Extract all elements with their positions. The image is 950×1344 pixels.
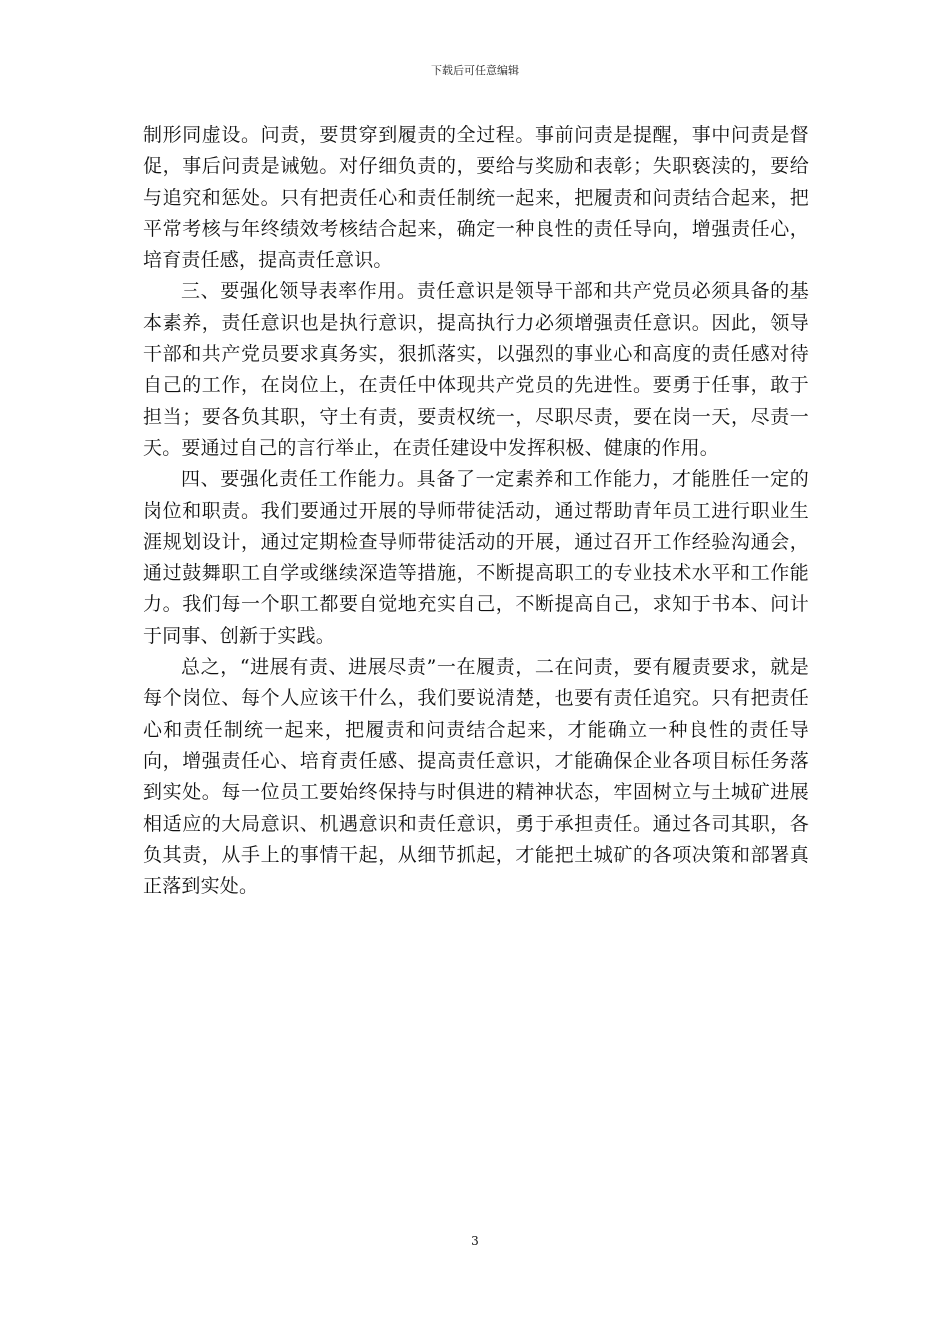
document-body: [143, 120, 809, 902]
paragraph-conclusion: 总之，“进展有责、进展尽责”一在履责，二在问责，要有履责要求，就是每个岗位、每个人应该干什么，我们要说清楚，也要有责任追究。只有把责任心和责任制统一起来，把履责和问责结合起来，才能确立一种良性的责任导向，增强责任心、培育责任感、提高责任意识，才能确保企业各项目标任务落到实处。每一位员工要始终保持与时俱进的精神状态，牢固树立与土城矿进展相适应的大局意识、机遇意识和责任意识，勇于承担责任。通过各司其职，各负其责，从手上的事情干起，从细节抓起，才能把土城矿的各项决策和部署真正落到实处。: [143, 656, 809, 898]
page-header: 下载后可任意编辑: [431, 64, 519, 77]
page-number: 3: [471, 1234, 479, 1248]
paragraph-ability: 四、要强化责任工作能力。具备了一定素养和工作能力，才能胜任一定的岗位和职责。我们要通过开展的导师带徒活动，通过帮助青年员工进行职业生涯规划设计，通过定期检查导师带徒活动的开展，通过召开工作经验沟通会，通过鼓舞职工自学或继续深造等措施，不断提高职工的专业技术水平和工作能力。我们每一个职工都要自觉地充实自己，不断提高自己，求知于书本、问计于同事、创新于实践。: [143, 468, 809, 647]
paragraph-leadership: 三、要强化领导表率作用。责任意识是领导干部和共产党员必须具备的基本素养，责任意识也是执行意识，提高执行力必须增强责任意识。因此，领导干部和共产党员要求真务实，狠抓落实，以强烈的事业心和高度的责任感对待自己的工作，在岗位上，在责任中体现共产党员的先进性。要勇于任事，敢于担当；要各负其职，守土有责，要责权统一，尽职尽责，要在岗一天，尽责一天。要通过自己的言行举止，在责任建设中发挥积极、健康的作用。: [143, 280, 809, 459]
paragraph-continuation: 制形同虚设。问责，要贯穿到履责的全过程。事前问责是提醒，事中问责是督促，事后问责是诫勉。对仔细负责的，要给与奖励和表彰；失职亵渎的，要给与追究和惩处。只有把责任心和责任制统一起来，把履责和问责结合起来，把平常考核与年终绩效考核结合起来，确定一种良性的责任导向，增强责任心，培育责任感，提高责任意识。: [143, 124, 809, 272]
